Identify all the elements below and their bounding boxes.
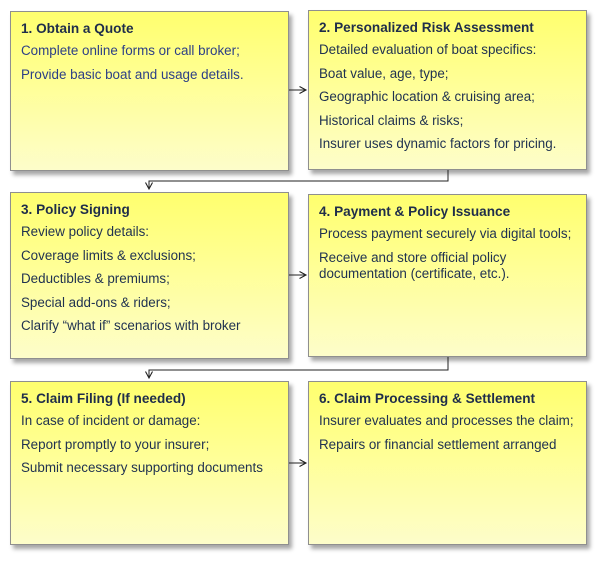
step-3-line: Review policy details: bbox=[21, 224, 150, 239]
connector-4-to-5 bbox=[149, 357, 448, 378]
step-4-lines bbox=[319, 226, 577, 283]
step-6-line: Repairs or financial settlement arranged bbox=[319, 436, 557, 452]
step-4-line: Receive and store official policy documentation (certificate, etc.). bbox=[319, 249, 510, 281]
step-1-lines bbox=[21, 43, 279, 83]
step-5-title: 5. Claim Filing (If needed) bbox=[21, 391, 186, 406]
step-4-line: Process payment securely via digital tools; bbox=[319, 226, 572, 241]
step-4-title: 4. Payment & Policy Issuance bbox=[319, 204, 511, 219]
step-2-line: Historical claims & risks; bbox=[319, 112, 464, 128]
step-1-line: Provide basic boat and usage details. bbox=[21, 66, 244, 82]
step-4-box bbox=[308, 194, 587, 357]
step-1-title: 1. Obtain a Quote bbox=[21, 21, 134, 36]
step-5-box bbox=[10, 381, 289, 545]
step-2-lines bbox=[319, 42, 577, 153]
step-3-lines bbox=[21, 224, 279, 335]
step-2-line: Detailed evaluation of boat specifics: bbox=[319, 42, 537, 57]
connector-2-to-3 bbox=[149, 170, 448, 189]
step-2-line: Geographic location & cruising area; bbox=[319, 89, 535, 104]
step-5-line: In case of incident or damage: bbox=[21, 413, 201, 428]
step-1-line: Complete online forms or call broker; bbox=[21, 43, 240, 58]
step-3-line: Clarify “what if” scenarios with broker bbox=[21, 318, 241, 333]
step-6-title: 6. Claim Processing & Settlement bbox=[319, 391, 536, 406]
step-3-line: Special add-ons & riders; bbox=[21, 294, 171, 310]
step-6-lines bbox=[319, 413, 577, 453]
step-3-box bbox=[10, 192, 289, 359]
step-2-line: Boat value, age, type; bbox=[319, 65, 449, 81]
step-3-title: 3. Policy Signing bbox=[21, 202, 130, 217]
step-3-line: Coverage limits & exclusions; bbox=[21, 247, 196, 263]
step-3-line: Deductibles & premiums; bbox=[21, 271, 170, 286]
step-2-title: 2. Personalized Risk Assessment bbox=[319, 20, 534, 35]
step-2-box bbox=[308, 10, 587, 170]
step-1-box bbox=[10, 11, 289, 171]
step-5-line: Report promptly to your insurer; bbox=[21, 436, 210, 452]
step-5-lines bbox=[21, 413, 279, 477]
step-6-line: Insurer evaluates and processes the claim; bbox=[319, 413, 574, 428]
step-6-box bbox=[308, 381, 587, 545]
step-5-line: Submit necessary supporting documents bbox=[21, 460, 263, 475]
step-2-line: Insurer uses dynamic factors for pricing. bbox=[319, 136, 557, 151]
